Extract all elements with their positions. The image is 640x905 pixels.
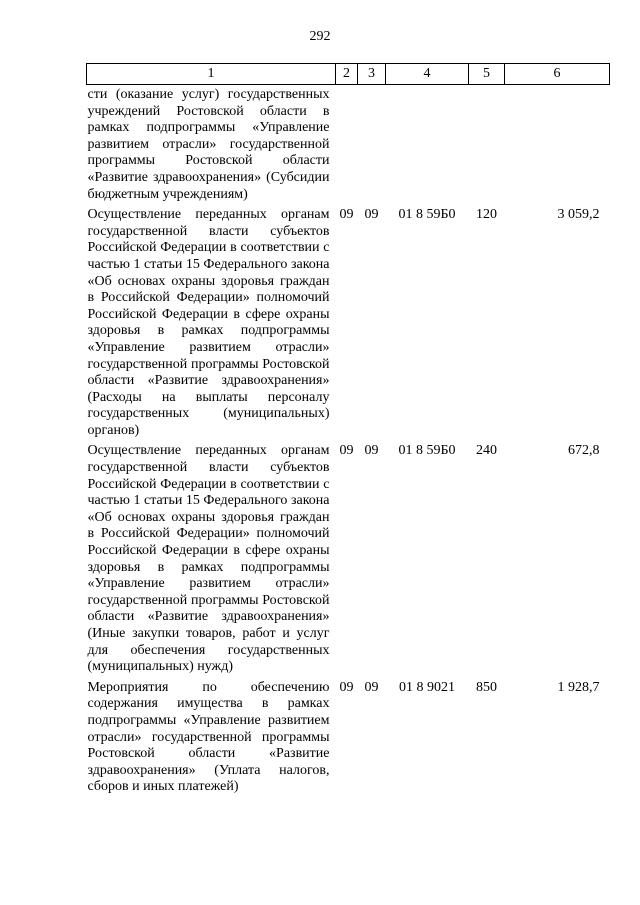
header-col-1: 1 — [87, 64, 336, 85]
table-row — [87, 439, 610, 675]
row-subsection: 09 — [364, 679, 379, 695]
row-section: 09 — [339, 207, 354, 223]
budget-table — [86, 63, 610, 796]
row-name: сти (оказание услуг) государственных учреждений Ростовской области в рамках подпрограммы «Управление развитием отрасли» государственной программы Ростовской области «Развитие здравоохранения» (Субсидии бюджетным учреждениям) — [87, 87, 330, 202]
row-expense-type: 240 — [476, 443, 497, 459]
row-expense-type: 120 — [476, 207, 497, 223]
row-expense-type: 850 — [476, 679, 497, 695]
row-section: 09 — [339, 679, 354, 695]
row-subsection: 09 — [364, 207, 379, 223]
row-name: Мероприятия по обеспечению содержания имущества в рамках подпрограммы «Управление развитием отрасли» государственной программы Ростовской области «Развитие здравоохранения» (Уплата налогов, сборов и иных платежей) — [87, 679, 330, 795]
header-col-5: 5 — [469, 64, 505, 85]
row-amount — [505, 85, 610, 204]
row-section: 09 — [339, 443, 354, 459]
header-col-4: 4 — [386, 64, 469, 85]
table-header — [87, 64, 610, 85]
row-amount: 672,8 — [568, 443, 600, 459]
row-amount: 3 059,2 — [557, 207, 600, 223]
row-target-article: 01 8 59Б0 — [398, 207, 456, 223]
table-row — [87, 85, 610, 204]
header-col-3: 3 — [358, 64, 386, 85]
row-target-article: 01 8 9021 — [399, 679, 455, 695]
row-subsection — [358, 85, 386, 204]
row-amount: 1 928,7 — [557, 679, 600, 695]
row-expense-type — [469, 85, 505, 204]
page-number: 292 — [309, 29, 331, 44]
row-target-article: 01 8 59Б0 — [398, 443, 456, 459]
header-col-2: 2 — [336, 64, 358, 85]
row-subsection: 09 — [364, 443, 379, 459]
table-body — [87, 85, 610, 796]
row-section — [336, 85, 358, 204]
header-col-6: 6 — [505, 64, 610, 85]
row-name: Осуществление переданных органам государственной власти субъектов Российской Федерации в соответствии с частью 1 статьи 15 Федерального закона «Об основах охраны здоровья граждан в Российской Федерации» полномочий Российской Федерации в сфере охраны здоровья в рамках подпрограммы «Управление развитием отрасли» государственной программы Ростовской области «Развитие здравоохранения» (Расходы на выплаты персоналу государственных (муниципальных) органов) — [87, 207, 330, 438]
table-row — [87, 676, 610, 796]
table-row — [87, 203, 610, 439]
header-row — [87, 64, 610, 85]
row-target-article — [386, 85, 469, 204]
row-name: Осуществление переданных органам государственной власти субъектов Российской Федерации в соответствии с частью 1 статьи 15 Федерального закона «Об основах охраны здоровья граждан в Российской Федерации» полномочий Российской Федерации в сфере охраны здоровья в рамках подпрограммы «Управление развитием отрасли» государственной программы Ростовской области «Развитие здравоохранения» (Иные закупки товаров, работ и услуг для обеспечения государственных (муниципальных) нужд) — [87, 443, 330, 675]
